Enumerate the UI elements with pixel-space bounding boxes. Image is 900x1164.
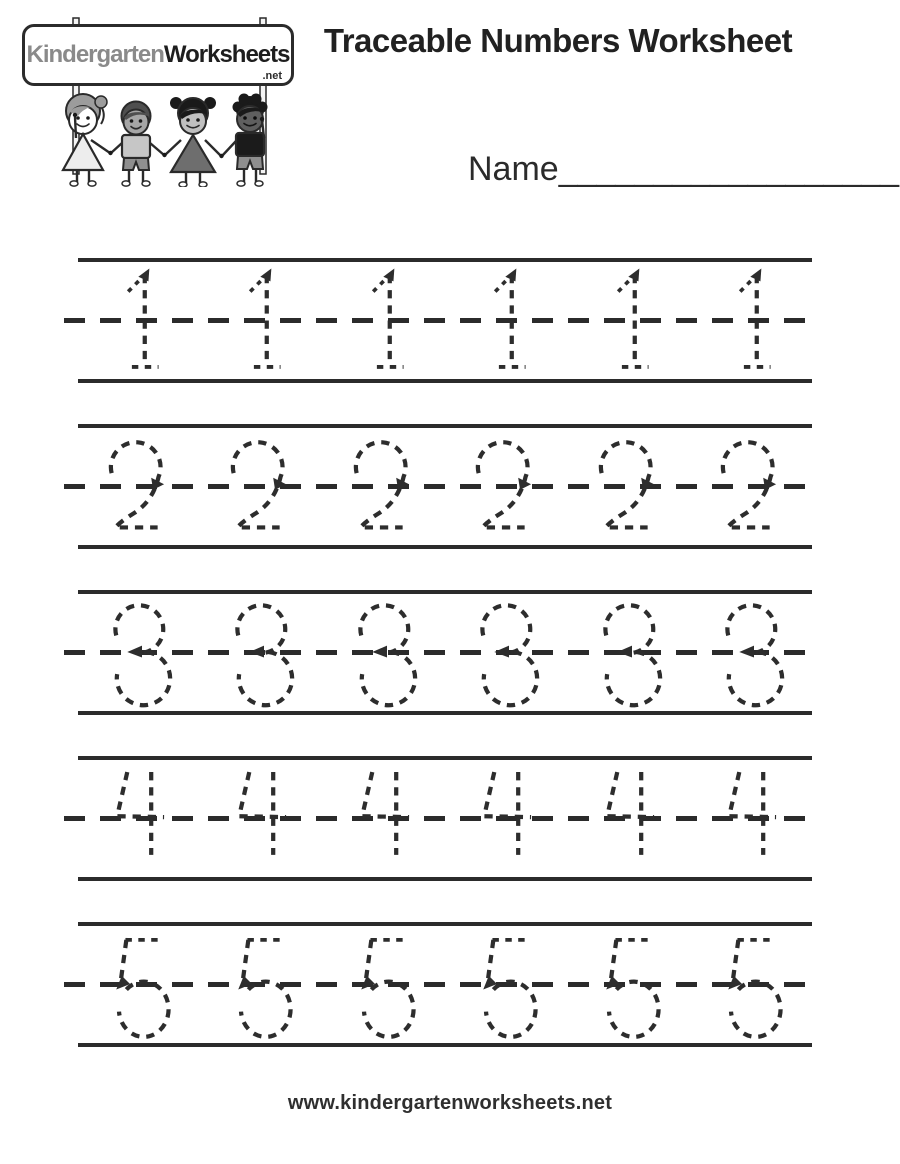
kid-boy-gray-shirt xyxy=(108,102,164,187)
traceable-numeral-3 xyxy=(341,594,433,711)
traceable-numeral-4 xyxy=(586,760,678,877)
kid-girl-pigtails xyxy=(162,97,221,187)
traceable-numeral-1 xyxy=(218,262,310,379)
trace-row-1 xyxy=(78,258,812,383)
traceable-numeral-1 xyxy=(96,262,188,379)
page-title: Traceable Numbers Worksheet xyxy=(323,22,793,59)
trace-row-3 xyxy=(78,590,812,715)
logo-brand-text: KindergartenWorksheets xyxy=(26,41,290,68)
trace-row-2 xyxy=(78,424,812,549)
traceable-numeral-5 xyxy=(586,926,678,1043)
traceable-numeral-2 xyxy=(341,428,433,545)
name-field xyxy=(468,150,899,189)
traceable-numeral-3 xyxy=(708,594,800,711)
traceable-numeral-1 xyxy=(586,262,678,379)
trace-row-4 xyxy=(78,756,812,881)
footer-url: www.kindergartenworksheets.net xyxy=(287,1092,613,1114)
traceable-numeral-5 xyxy=(708,926,800,1043)
traceable-numeral-4 xyxy=(341,760,433,877)
logo-sign xyxy=(22,24,294,86)
name-blank-line: __________________ xyxy=(558,150,900,188)
trace-row-5 xyxy=(78,922,812,1047)
traceable-numeral-4 xyxy=(463,760,555,877)
traceable-numeral-2 xyxy=(708,428,800,545)
traceable-numeral-3 xyxy=(218,594,310,711)
traceable-numeral-4 xyxy=(218,760,310,877)
traceable-numeral-5 xyxy=(96,926,188,1043)
traceable-numeral-3 xyxy=(463,594,555,711)
traceable-numeral-5 xyxy=(341,926,433,1043)
trace-rows xyxy=(78,258,812,1088)
logo xyxy=(18,12,318,187)
traceable-numeral-4 xyxy=(96,760,188,877)
logo-tld: .net xyxy=(262,70,282,82)
traceable-numeral-1 xyxy=(708,262,800,379)
traceable-numeral-4 xyxy=(708,760,800,877)
traceable-numeral-5 xyxy=(218,926,310,1043)
traceable-numeral-2 xyxy=(218,428,310,545)
traceable-numeral-3 xyxy=(96,594,188,711)
traceable-numeral-3 xyxy=(586,594,678,711)
name-label: Name xyxy=(468,150,559,188)
traceable-numeral-2 xyxy=(96,428,188,545)
traceable-numeral-1 xyxy=(463,262,555,379)
traceable-numeral-2 xyxy=(463,428,555,545)
traceable-numeral-5 xyxy=(463,926,555,1043)
traceable-numeral-2 xyxy=(586,428,678,545)
traceable-numeral-1 xyxy=(341,262,433,379)
kid-girl-ponytail xyxy=(63,94,110,186)
